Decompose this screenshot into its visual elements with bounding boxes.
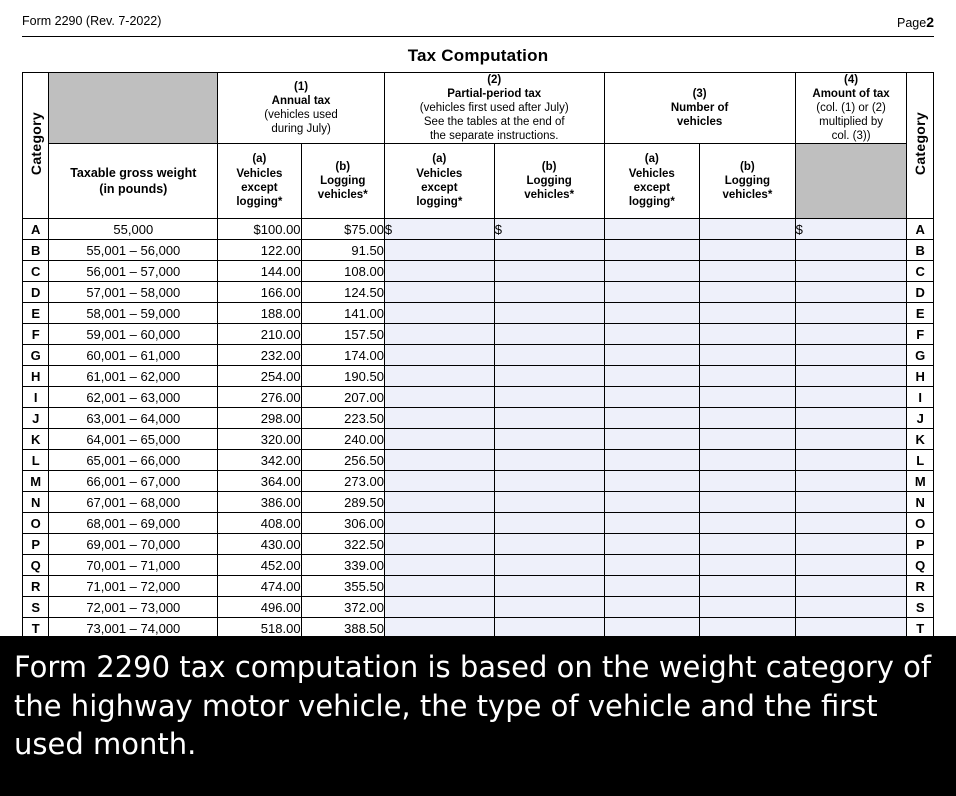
row-number-of-vehicles-logging-input[interactable] [700, 240, 796, 261]
row-taxable-gross-weight: 55,001 – 56,000 [49, 240, 218, 261]
row-taxable-gross-weight: 57,001 – 58,000 [49, 282, 218, 303]
row-number-of-vehicles-logging-input[interactable] [700, 219, 796, 240]
row-partial-period-except-logging-input[interactable] [384, 513, 494, 534]
row-amount-of-tax-input[interactable] [795, 429, 907, 450]
row-number-of-vehicles-except-logging-input[interactable] [604, 219, 700, 240]
row-partial-period-logging-input[interactable] [494, 366, 604, 387]
row-taxable-gross-weight: 70,001 – 71,000 [49, 555, 218, 576]
row-annual-tax-except-logging: 254.00 [218, 366, 301, 387]
row-annual-tax-except-logging: 166.00 [218, 282, 301, 303]
row-partial-period-logging-input[interactable] [494, 576, 604, 597]
row-category-right: J [907, 408, 934, 429]
row-partial-period-logging-input[interactable] [494, 387, 604, 408]
row-number-of-vehicles-logging-input[interactable] [700, 366, 796, 387]
row-number-of-vehicles-except-logging-input[interactable] [604, 345, 700, 366]
row-partial-period-logging-input[interactable] [494, 471, 604, 492]
row-category-right: K [907, 429, 934, 450]
table-row [23, 366, 934, 387]
row-annual-tax-except-logging: 210.00 [218, 324, 301, 345]
row-category-right: N [907, 492, 934, 513]
row-category-left: R [23, 576, 49, 597]
row-category-right: T [907, 618, 934, 639]
row-category-left: S [23, 597, 49, 618]
row-number-of-vehicles-logging-input[interactable] [700, 597, 796, 618]
row-number-of-vehicles-except-logging-input[interactable] [604, 471, 700, 492]
row-category-left: F [23, 324, 49, 345]
row-number-of-vehicles-except-logging-input[interactable] [604, 366, 700, 387]
tax-computation-table [22, 72, 934, 639]
form-header [22, 14, 934, 36]
row-amount-of-tax-input[interactable] [795, 261, 907, 282]
row-number-of-vehicles-except-logging-input[interactable] [604, 408, 700, 429]
row-category-right: C [907, 261, 934, 282]
row-amount-of-tax-input[interactable] [795, 597, 907, 618]
row-partial-period-except-logging-input[interactable] [384, 408, 494, 429]
row-number-of-vehicles-except-logging-input[interactable] [604, 261, 700, 282]
row-partial-period-logging-input[interactable] [494, 345, 604, 366]
row-number-of-vehicles-logging-input[interactable] [700, 471, 796, 492]
row-category-left: O [23, 513, 49, 534]
row-partial-period-except-logging-input[interactable] [384, 471, 494, 492]
subheader-3a: (a) Vehicles except logging* [604, 144, 700, 219]
row-category-right: L [907, 450, 934, 471]
row-amount-of-tax-input[interactable] [795, 324, 907, 345]
row-taxable-gross-weight: 68,001 – 69,000 [49, 513, 218, 534]
row-taxable-gross-weight: 61,001 – 62,000 [49, 366, 218, 387]
row-partial-period-logging-input[interactable] [494, 513, 604, 534]
row-amount-of-tax-input[interactable] [795, 303, 907, 324]
row-category-left: N [23, 492, 49, 513]
col-group-3: (3) Number of vehicles [604, 73, 795, 144]
caption-banner [0, 636, 956, 796]
row-amount-of-tax-input[interactable] [795, 555, 907, 576]
row-amount-of-tax-input[interactable] [795, 513, 907, 534]
row-taxable-gross-weight: 62,001 – 63,000 [49, 387, 218, 408]
row-number-of-vehicles-except-logging-input[interactable] [604, 324, 700, 345]
row-annual-tax-logging: 388.50 [301, 618, 384, 639]
row-category-right: O [907, 513, 934, 534]
table-row [23, 450, 934, 471]
row-number-of-vehicles-except-logging-input[interactable] [604, 513, 700, 534]
row-partial-period-except-logging-input[interactable] [384, 534, 494, 555]
row-category-right: R [907, 576, 934, 597]
table-row [23, 303, 934, 324]
table-row [23, 387, 934, 408]
row-annual-tax-logging: 372.00 [301, 597, 384, 618]
row-category-left: Q [23, 555, 49, 576]
row-annual-tax-except-logging: 430.00 [218, 534, 301, 555]
row-category-left: K [23, 429, 49, 450]
table-row [23, 576, 934, 597]
row-partial-period-except-logging-input[interactable] [384, 555, 494, 576]
row-taxable-gross-weight: 59,001 – 60,000 [49, 324, 218, 345]
table-row [23, 597, 934, 618]
taxable-gross-weight-header: Taxable gross weight (in pounds) [49, 144, 218, 219]
row-amount-of-tax-input[interactable]: $ [795, 219, 907, 240]
row-taxable-gross-weight: 64,001 – 65,000 [49, 429, 218, 450]
row-number-of-vehicles-except-logging-input[interactable] [604, 429, 700, 450]
row-amount-of-tax-input[interactable] [795, 345, 907, 366]
row-number-of-vehicles-logging-input[interactable] [700, 492, 796, 513]
table-row [23, 324, 934, 345]
row-amount-of-tax-input[interactable] [795, 387, 907, 408]
row-partial-period-except-logging-input[interactable] [384, 429, 494, 450]
row-annual-tax-logging: 174.00 [301, 345, 384, 366]
row-partial-period-except-logging-input[interactable] [384, 492, 494, 513]
row-partial-period-except-logging-input[interactable] [384, 576, 494, 597]
row-category-right: D [907, 282, 934, 303]
row-annual-tax-except-logging: 496.00 [218, 597, 301, 618]
row-annual-tax-except-logging: 276.00 [218, 387, 301, 408]
row-amount-of-tax-input[interactable] [795, 240, 907, 261]
row-taxable-gross-weight: 66,001 – 67,000 [49, 471, 218, 492]
row-annual-tax-except-logging: $100.00 [218, 219, 301, 240]
grey-corner-cell [49, 73, 218, 144]
row-annual-tax-except-logging: 298.00 [218, 408, 301, 429]
row-annual-tax-logging: 141.00 [301, 303, 384, 324]
table-row [23, 492, 934, 513]
table-row [23, 408, 934, 429]
row-annual-tax-logging: 207.00 [301, 387, 384, 408]
table-row [23, 219, 934, 240]
tax-computation-table-wrapper [22, 72, 934, 639]
row-number-of-vehicles-except-logging-input[interactable] [604, 555, 700, 576]
row-category-left: H [23, 366, 49, 387]
row-number-of-vehicles-logging-input[interactable] [700, 387, 796, 408]
row-partial-period-logging-input[interactable] [494, 429, 604, 450]
row-category-left: P [23, 534, 49, 555]
subheader-2b: (b) Logging vehicles* [494, 144, 604, 219]
page-title: Tax Computation [407, 46, 549, 65]
row-number-of-vehicles-logging-input[interactable] [700, 324, 796, 345]
row-partial-period-except-logging-input[interactable] [384, 345, 494, 366]
row-partial-period-except-logging-input[interactable] [384, 303, 494, 324]
row-number-of-vehicles-except-logging-input[interactable] [604, 450, 700, 471]
row-partial-period-logging-input[interactable] [494, 303, 604, 324]
table-row [23, 534, 934, 555]
row-annual-tax-logging: 124.50 [301, 282, 384, 303]
row-number-of-vehicles-except-logging-input[interactable] [604, 240, 700, 261]
row-partial-period-logging-input[interactable] [494, 450, 604, 471]
row-amount-of-tax-input[interactable] [795, 492, 907, 513]
row-partial-period-except-logging-input[interactable]: $ [384, 219, 494, 240]
row-taxable-gross-weight: 65,001 – 66,000 [49, 450, 218, 471]
row-partial-period-except-logging-input[interactable] [384, 240, 494, 261]
row-category-right: G [907, 345, 934, 366]
row-annual-tax-logging: 289.50 [301, 492, 384, 513]
row-partial-period-logging-input[interactable] [494, 324, 604, 345]
row-partial-period-except-logging-input[interactable] [384, 261, 494, 282]
row-category-left: B [23, 240, 49, 261]
row-amount-of-tax-input[interactable] [795, 366, 907, 387]
table-row [23, 282, 934, 303]
row-number-of-vehicles-except-logging-input[interactable] [604, 576, 700, 597]
row-category-left: M [23, 471, 49, 492]
row-taxable-gross-weight: 55,000 [49, 219, 218, 240]
row-annual-tax-logging: 190.50 [301, 366, 384, 387]
row-category-left: T [23, 618, 49, 639]
row-annual-tax-logging: 273.00 [301, 471, 384, 492]
row-number-of-vehicles-except-logging-input[interactable] [604, 492, 700, 513]
row-annual-tax-except-logging: 452.00 [218, 555, 301, 576]
subheader-2a: (a) Vehicles except logging* [384, 144, 494, 219]
row-amount-of-tax-input[interactable] [795, 408, 907, 429]
row-partial-period-except-logging-input[interactable] [384, 597, 494, 618]
row-taxable-gross-weight: 63,001 – 64,000 [49, 408, 218, 429]
row-category-right: A [907, 219, 934, 240]
row-number-of-vehicles-except-logging-input[interactable] [604, 534, 700, 555]
row-annual-tax-except-logging: 320.00 [218, 429, 301, 450]
row-annual-tax-logging: 256.50 [301, 450, 384, 471]
row-category-right: I [907, 387, 934, 408]
form-number-label: Form 2290 (Rev. 7-2022) [22, 14, 162, 28]
col-group-1: (1) Annual tax (vehicles used during July) [218, 73, 385, 144]
page-number: 2 [926, 14, 934, 30]
header-row-subcolumns [23, 144, 934, 219]
row-category-left: J [23, 408, 49, 429]
row-number-of-vehicles-logging-input[interactable] [700, 429, 796, 450]
row-category-left: C [23, 261, 49, 282]
row-annual-tax-logging: $75.00 [301, 219, 384, 240]
grey-col4-spacer [795, 144, 907, 219]
row-category-left: G [23, 345, 49, 366]
row-category-right: H [907, 366, 934, 387]
row-number-of-vehicles-logging-input[interactable] [700, 513, 796, 534]
row-category-left: D [23, 282, 49, 303]
row-category-right: P [907, 534, 934, 555]
row-annual-tax-except-logging: 386.00 [218, 492, 301, 513]
row-annual-tax-logging: 91.50 [301, 240, 384, 261]
row-annual-tax-except-logging: 122.00 [218, 240, 301, 261]
row-partial-period-except-logging-input[interactable] [384, 450, 494, 471]
row-partial-period-logging-input[interactable] [494, 282, 604, 303]
row-partial-period-logging-input[interactable] [494, 534, 604, 555]
row-category-left: A [23, 219, 49, 240]
row-number-of-vehicles-logging-input[interactable] [700, 534, 796, 555]
row-taxable-gross-weight: 72,001 – 73,000 [49, 597, 218, 618]
row-category-right: S [907, 597, 934, 618]
caption-text: Form 2290 tax computation is based on the weight category of the highway motor vehicle, the type of vehicle and the first used month. [14, 650, 932, 762]
row-annual-tax-except-logging: 364.00 [218, 471, 301, 492]
row-taxable-gross-weight: 71,001 – 72,000 [49, 576, 218, 597]
row-amount-of-tax-input[interactable] [795, 471, 907, 492]
page-label: Page [897, 16, 927, 30]
table-row [23, 429, 934, 450]
row-annual-tax-except-logging: 232.00 [218, 345, 301, 366]
row-number-of-vehicles-except-logging-input[interactable] [604, 597, 700, 618]
row-partial-period-except-logging-input[interactable] [384, 282, 494, 303]
row-amount-of-tax-input[interactable] [795, 450, 907, 471]
row-partial-period-except-logging-input[interactable] [384, 324, 494, 345]
subheader-3b: (b) Logging vehicles* [700, 144, 796, 219]
table-row [23, 345, 934, 366]
category-right-header: Category [907, 73, 934, 219]
row-partial-period-logging-input[interactable] [494, 261, 604, 282]
row-annual-tax-except-logging: 188.00 [218, 303, 301, 324]
subheader-1a: (a) Vehicles except logging* [218, 144, 301, 219]
row-category-right: E [907, 303, 934, 324]
row-annual-tax-logging: 223.50 [301, 408, 384, 429]
row-annual-tax-logging: 108.00 [301, 261, 384, 282]
row-category-left: L [23, 450, 49, 471]
col-group-4: (4) Amount of tax (col. (1) or (2) multiplied by col. (3)) [795, 73, 907, 144]
row-partial-period-logging-input[interactable]: $ [494, 219, 604, 240]
row-number-of-vehicles-logging-input[interactable] [700, 345, 796, 366]
row-annual-tax-logging: 355.50 [301, 576, 384, 597]
row-category-right: B [907, 240, 934, 261]
row-category-right: Q [907, 555, 934, 576]
table-row [23, 240, 934, 261]
table-row [23, 555, 934, 576]
row-annual-tax-except-logging: 144.00 [218, 261, 301, 282]
row-partial-period-logging-input[interactable] [494, 408, 604, 429]
header-row-groups [23, 73, 934, 144]
row-amount-of-tax-input[interactable] [795, 576, 907, 597]
row-annual-tax-logging: 339.00 [301, 555, 384, 576]
row-taxable-gross-weight: 56,001 – 57,000 [49, 261, 218, 282]
row-number-of-vehicles-except-logging-input[interactable] [604, 282, 700, 303]
row-partial-period-logging-input[interactable] [494, 555, 604, 576]
row-annual-tax-except-logging: 474.00 [218, 576, 301, 597]
row-partial-period-logging-input[interactable] [494, 492, 604, 513]
row-annual-tax-except-logging: 342.00 [218, 450, 301, 471]
header-divider [22, 36, 934, 37]
row-partial-period-logging-input[interactable] [494, 597, 604, 618]
subheader-1b: (b) Logging vehicles* [301, 144, 384, 219]
row-category-left: E [23, 303, 49, 324]
row-number-of-vehicles-logging-input[interactable] [700, 408, 796, 429]
table-row [23, 471, 934, 492]
row-number-of-vehicles-except-logging-input[interactable] [604, 303, 700, 324]
row-number-of-vehicles-logging-input[interactable] [700, 576, 796, 597]
table-row [23, 513, 934, 534]
row-taxable-gross-weight: 73,001 – 74,000 [49, 618, 218, 639]
row-amount-of-tax-input[interactable] [795, 534, 907, 555]
row-annual-tax-except-logging: 408.00 [218, 513, 301, 534]
row-number-of-vehicles-logging-input[interactable] [700, 261, 796, 282]
row-annual-tax-except-logging: 518.00 [218, 618, 301, 639]
row-partial-period-except-logging-input[interactable] [384, 366, 494, 387]
row-taxable-gross-weight: 69,001 – 70,000 [49, 534, 218, 555]
page-indicator [897, 14, 934, 30]
row-number-of-vehicles-except-logging-input[interactable] [604, 387, 700, 408]
row-partial-period-except-logging-input[interactable] [384, 387, 494, 408]
row-number-of-vehicles-logging-input[interactable] [700, 303, 796, 324]
row-category-right: F [907, 324, 934, 345]
row-annual-tax-logging: 157.50 [301, 324, 384, 345]
table-row [23, 261, 934, 282]
col-group-2: (2) Partial-period tax (vehicles first used after July) See the tables at the end of the separate instructions. [384, 73, 604, 144]
row-category-left: I [23, 387, 49, 408]
row-amount-of-tax-input[interactable] [795, 282, 907, 303]
row-taxable-gross-weight: 67,001 – 68,000 [49, 492, 218, 513]
row-annual-tax-logging: 306.00 [301, 513, 384, 534]
row-annual-tax-logging: 322.50 [301, 534, 384, 555]
row-partial-period-logging-input[interactable] [494, 240, 604, 261]
row-number-of-vehicles-logging-input[interactable] [700, 450, 796, 471]
category-left-header: Category [23, 73, 49, 219]
row-taxable-gross-weight: 58,001 – 59,000 [49, 303, 218, 324]
row-annual-tax-logging: 240.00 [301, 429, 384, 450]
row-taxable-gross-weight: 60,001 – 61,000 [49, 345, 218, 366]
row-number-of-vehicles-logging-input[interactable] [700, 555, 796, 576]
row-number-of-vehicles-logging-input[interactable] [700, 282, 796, 303]
row-category-right: M [907, 471, 934, 492]
